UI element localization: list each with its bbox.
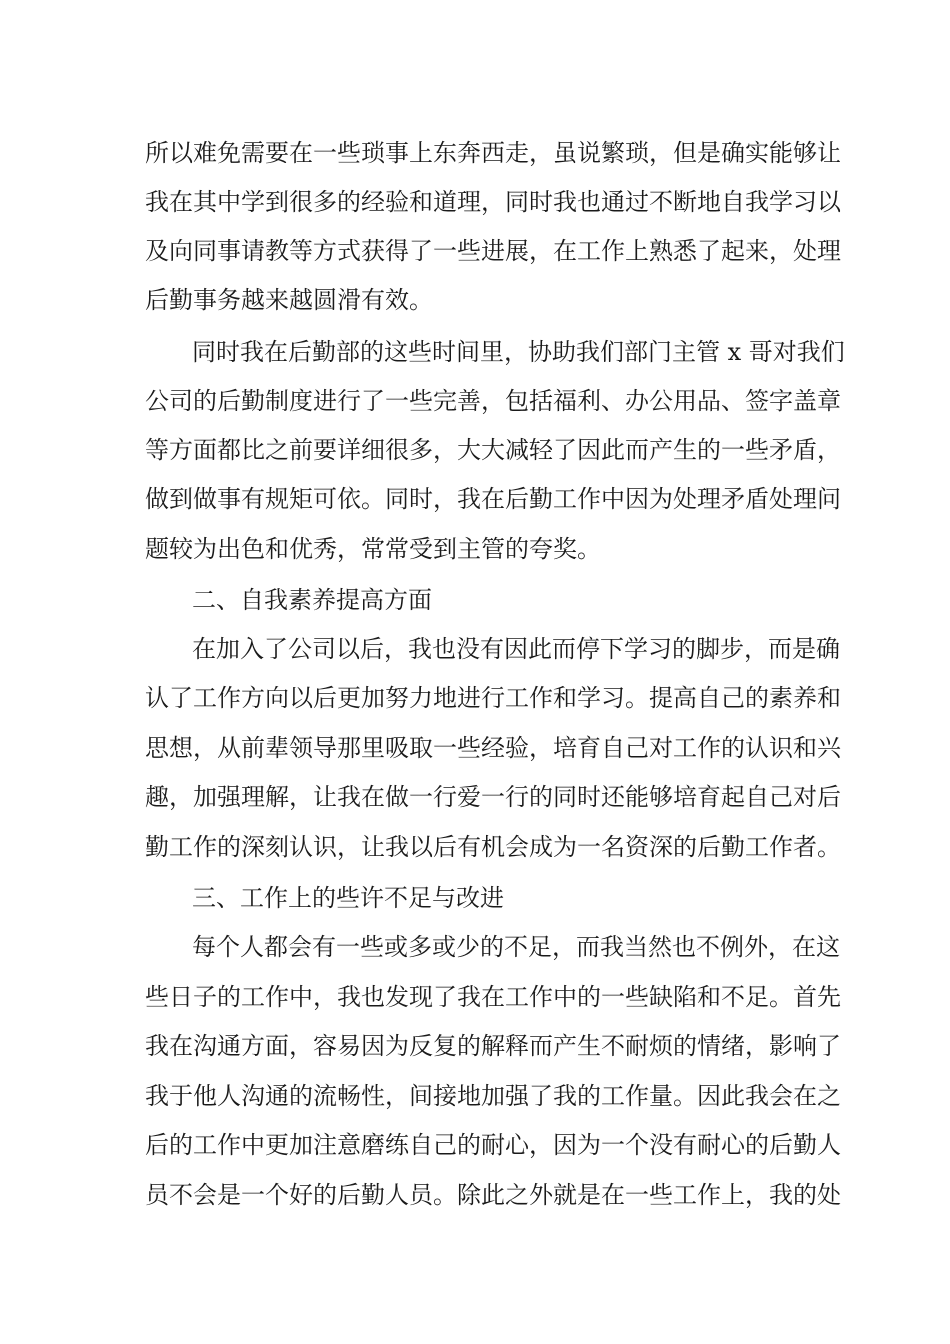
text-line: 后的工作中更加注意磨练自己的耐心，因为一个没有耐心的后勤人 — [145, 1131, 841, 1159]
text-line: 思想，从前辈领导那里吸取一些经验，培育自己对工作的认识和兴 — [145, 734, 841, 762]
text-line: 每个人都会有一些或多或少的不足，而我当然也不例外，在这 — [192, 933, 840, 961]
text-line: 我在其中学到很多的经验和道理，同时我也通过不断地自我学习以 — [145, 188, 841, 216]
section-heading: 三、工作上的些许不足与改进 — [192, 884, 504, 912]
section-heading: 二、自我素养提高方面 — [192, 586, 432, 614]
text-line: 在加入了公司以后，我也没有因此而停下学习的脚步，而是确 — [192, 635, 840, 663]
text-line: 所以难免需要在一些琐事上东奔西走，虽说繁琐，但是确实能够让 — [145, 139, 841, 167]
text-line: 员不会是一个好的后勤人员。除此之外就是在一些工作上，我的处 — [145, 1181, 841, 1209]
text-line: 我于他人沟通的流畅性，间接地加强了我的工作量。因此我会在之 — [145, 1082, 841, 1110]
text-line: 做到做事有规矩可依。同时，我在后勤工作中因为处理矛盾处理问 — [145, 485, 841, 513]
text-line: 公司的后勤制度进行了一些完善，包括福利、办公用品、签字盖章 — [145, 387, 841, 415]
text-line: 同时我在后勤部的这些时间里，协助我们部门主管 x 哥对我们 — [192, 338, 845, 366]
text-line: 后勤事务越来越圆滑有效。 — [145, 286, 433, 314]
text-line: 等方面都比之前要详细很多，大大减轻了因此而产生的一些矛盾， — [145, 436, 841, 464]
text-line: 认了工作方向以后更加努力地进行工作和学习。提高自己的素养和 — [145, 684, 841, 712]
text-line: 勤工作的深刻认识，让我以后有机会成为一名资深的后勤工作者。 — [145, 833, 841, 861]
text-line: 题较为出色和优秀，常常受到主管的夸奖。 — [145, 535, 601, 563]
text-line: 及向同事请教等方式获得了一些进展，在工作上熟悉了起来，处理 — [145, 237, 841, 265]
text-line: 些日子的工作中，我也发现了我在工作中的一些缺陷和不足。首先 — [145, 983, 841, 1011]
text-line: 我在沟通方面，容易因为反复的解释而产生不耐烦的情绪，影响了 — [145, 1032, 841, 1060]
text-line: 趣，加强理解，让我在做一行爱一行的同时还能够培育起自己对后 — [145, 783, 841, 811]
